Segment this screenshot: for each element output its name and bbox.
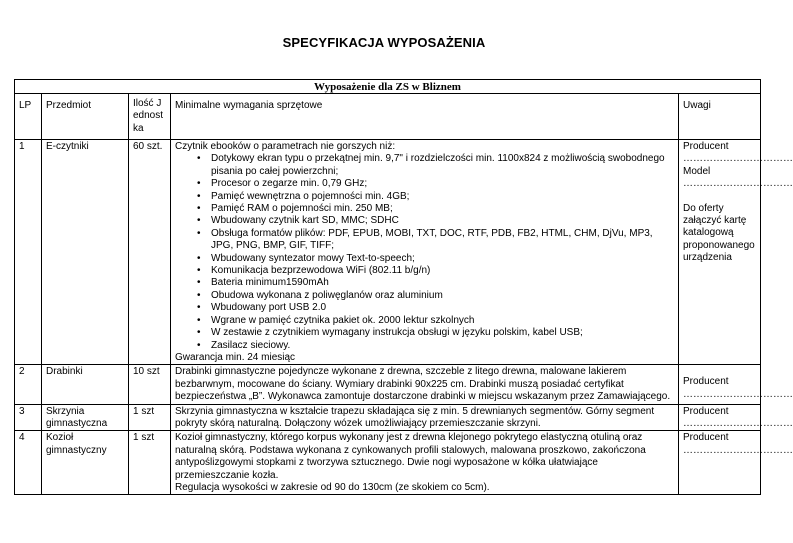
row-requirements	[171, 431, 679, 495]
row-requirements: Drabinki gimnastyczne pojedyncze wykonane z drewna, szczeble z litego drewna, malowane lakierem bezbarwnym, mocowane do ściany. Wymiary drabinki 90x225 cm. Drabinki muszą posiadać certyfikat bezpieczeństwa „B”. Wykonawca zamontuje dostarczone drabinki w miejscu wskazanym przez Zamawiającego.	[171, 365, 679, 404]
requirements-text: Kozioł gimnastyczny, którego korpus wykonany jest z drewna klejonego pokrytego elastyczną otuliną oraz naturalną skórą. Podstawa wykonana z cynkowanych profili stalowych, malowana proszkowo, zakończona antypoślizgowymi stopkami z tworzywa sztucznego. Dwie nogi wyposażone w kółka ułatwiające przemieszczanie kozła.	[175, 432, 646, 481]
row-item: Drabinki	[42, 365, 129, 404]
notes-producer-label: Producent	[683, 432, 729, 444]
notes-producer-dots: ……………………………	[683, 388, 793, 400]
row-item: Kozioł gimnastyczny	[42, 431, 129, 495]
row-requirements	[171, 140, 679, 365]
list-item: • Obsługa formatów plików: PDF, EPUB, MOBI, TXT, DOC, RTF, PDB, FB2, HTML, CHM, DjVu, MP3, JPG, PNG, BMP, GIF, TIFF;	[211, 228, 674, 253]
row-lp: 2	[15, 365, 42, 404]
list-item: • Bateria minimum1590mAh	[211, 277, 674, 289]
notes-extra: Do oferty załączyć kartę katalogową proponowanego urządzenia	[683, 202, 755, 264]
row-item: E-czytniki	[42, 140, 129, 365]
caption-row	[15, 80, 761, 94]
list-item: • Dotykowy ekran typu o przekątnej min. 9,7" i rozdzielczości min. 1100x824 z możliwością swobodnego pisania po całej powierzchni;	[211, 153, 674, 178]
row-qty: 1 szt	[129, 431, 171, 495]
notes-producer-label: Producent	[683, 141, 729, 152]
table-caption: Wyposażenie dla ZS w Bliznem	[314, 81, 461, 93]
notes-producer-label: Producent	[683, 376, 729, 388]
row-lp: 1	[15, 140, 42, 365]
list-item: • Obudowa wykonana z poliwęglanów oraz aluminium	[211, 290, 674, 302]
row-requirements: Skrzynia gimnastyczna w kształcie trapezu składająca się z min. 5 drewnianych segmentów. Górny segment pokryty skórą naturalną. Dołączony wózek umożliwiający przemieszczanie skrzyni.	[171, 404, 679, 431]
header-qty: Ilość Jednostka	[129, 94, 171, 140]
table-row	[15, 404, 761, 431]
notes-producer-label: Producent	[683, 405, 729, 417]
requirements-list	[175, 153, 674, 352]
list-item: • Wbudowany syntezator mowy Text-to-speech;	[211, 253, 674, 265]
table-row	[15, 140, 761, 365]
caption-cell	[15, 80, 761, 94]
list-item: • Komunikacja bezprzewodowa WiFi (802.11 b/g/n)	[211, 265, 674, 277]
list-item: • W zestawie z czytnikiem wymagany instrukcja obsługi w języku polskim, kabel USB;	[211, 327, 674, 339]
requirements-outro: Gwarancja min. 24 miesiąc	[175, 351, 296, 363]
notes-producer-dots: ……………………………	[683, 444, 793, 456]
equipment-table	[14, 79, 793, 495]
row-notes	[679, 404, 793, 431]
requirements-outro: Regulacja wysokości w zakresie od 90 do 130cm (ze skokiem co 5cm).	[175, 481, 490, 493]
list-item: • Wbudowany czytnik kart SD, MMC; SDHC	[211, 215, 674, 227]
header-requirements: Minimalne wymagania sprzętowe	[171, 94, 679, 140]
row-qty: 1 szt	[129, 404, 171, 431]
notes-model-label: Model	[683, 165, 711, 177]
row-notes	[679, 140, 793, 365]
table-row	[15, 365, 761, 404]
row-qty: 10 szt	[129, 365, 171, 404]
table-row	[15, 431, 761, 495]
row-lp: 4	[15, 431, 42, 495]
row-lp: 3	[15, 404, 42, 431]
row-notes	[679, 365, 793, 404]
requirements-intro: Czytnik ebooków o parametrach nie gorszych niż:	[175, 141, 396, 152]
notes-producer-dots: ……………………………	[683, 417, 793, 429]
notes-model-dots: ……………………………	[683, 178, 793, 190]
row-qty: 60 szt.	[129, 140, 171, 365]
notes-producer-dots: ……………………………	[683, 153, 793, 165]
page-title: SPECYFIKACJA WYPOSAŻENIA	[282, 35, 486, 50]
row-item: Skrzynia gimnastyczna	[42, 404, 129, 431]
list-item: • Wbudowany port USB 2.0	[211, 302, 674, 314]
header-notes: Uwagi	[679, 94, 761, 140]
list-item: • Wgrane w pamięć czytnika pakiet ok. 2000 lektur szkolnych	[211, 315, 674, 327]
list-item: • Procesor o zegarze min. 0,79 GHz;	[211, 178, 674, 190]
header-row	[15, 94, 761, 140]
list-item: • Pamięć RAM o pojemności min. 250 MB;	[211, 203, 674, 215]
row-notes	[679, 431, 793, 495]
header-item: Przedmiot	[42, 94, 129, 140]
list-item: • Zasilacz sieciowy.	[211, 340, 674, 352]
list-item: • Pamięć wewnętrzna o pojemności min. 4GB;	[211, 191, 674, 203]
header-lp: LP	[15, 94, 42, 140]
